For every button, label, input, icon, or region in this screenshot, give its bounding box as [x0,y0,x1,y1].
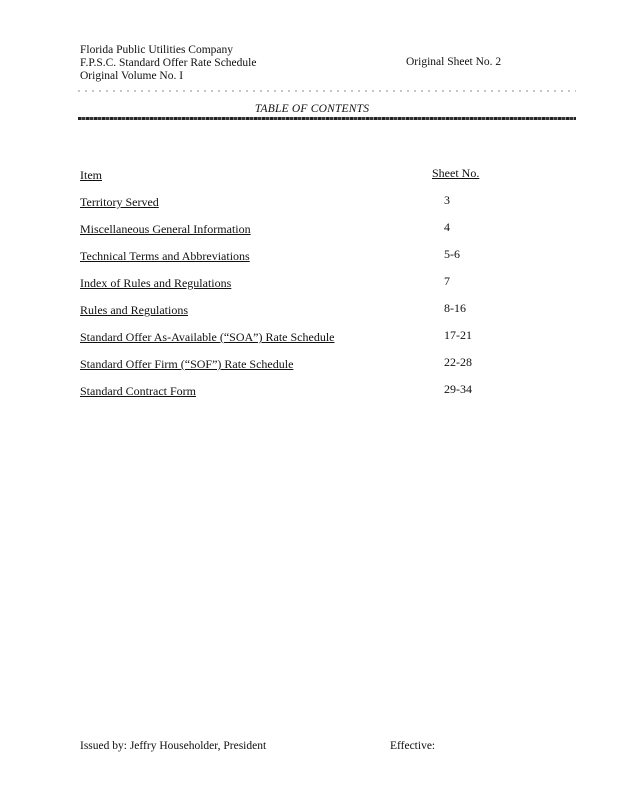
volume-label: Original Volume No. I [80,70,184,82]
toc-row-item: Index of Rules and Regulations [80,276,232,290]
toc-row-sheet: 17-21 [444,328,472,342]
toc-row-item: Rules and Regulations [80,303,188,317]
toc-row-sheet: 22-28 [444,355,472,369]
toc-row-item: Miscellaneous General Information [80,222,251,236]
toc-title: TABLE OF CONTENTS [254,103,370,115]
issued-by: Issued by: Jeffry Householder, President [80,740,267,752]
toc-row-item: Standard Offer As-Available (“SOA”) Rate Schedule [80,330,335,344]
schedule-name: F.P.S.C. Standard Offer Rate Schedule [80,57,257,69]
company-header [80,44,256,83]
header-divider [78,90,576,92]
sheet-number: Original Sheet No. 2 [406,56,502,68]
toc-row-sheet: 3 [444,193,450,207]
effective-label: Effective: [390,740,436,752]
toc-row-item: Standard Offer Firm (“SOF”) Rate Schedule [80,357,294,371]
company-name: Florida Public Utilities Company [80,44,234,56]
column-header-sheet: Sheet No. [432,166,480,180]
toc-row-sheet: 7 [444,274,450,288]
toc-row-sheet: 8-16 [444,301,466,315]
title-rule [78,117,576,120]
toc-row-sheet: 5-6 [444,247,460,261]
toc-row-sheet: 4 [444,220,450,234]
column-header-item: Item [80,168,102,182]
toc-row-item: Territory Served [80,195,159,209]
toc-row-item: Standard Contract Form [80,384,196,398]
toc-row-item: Technical Terms and Abbreviations [80,249,250,263]
toc-row-sheet: 29-34 [444,382,472,396]
